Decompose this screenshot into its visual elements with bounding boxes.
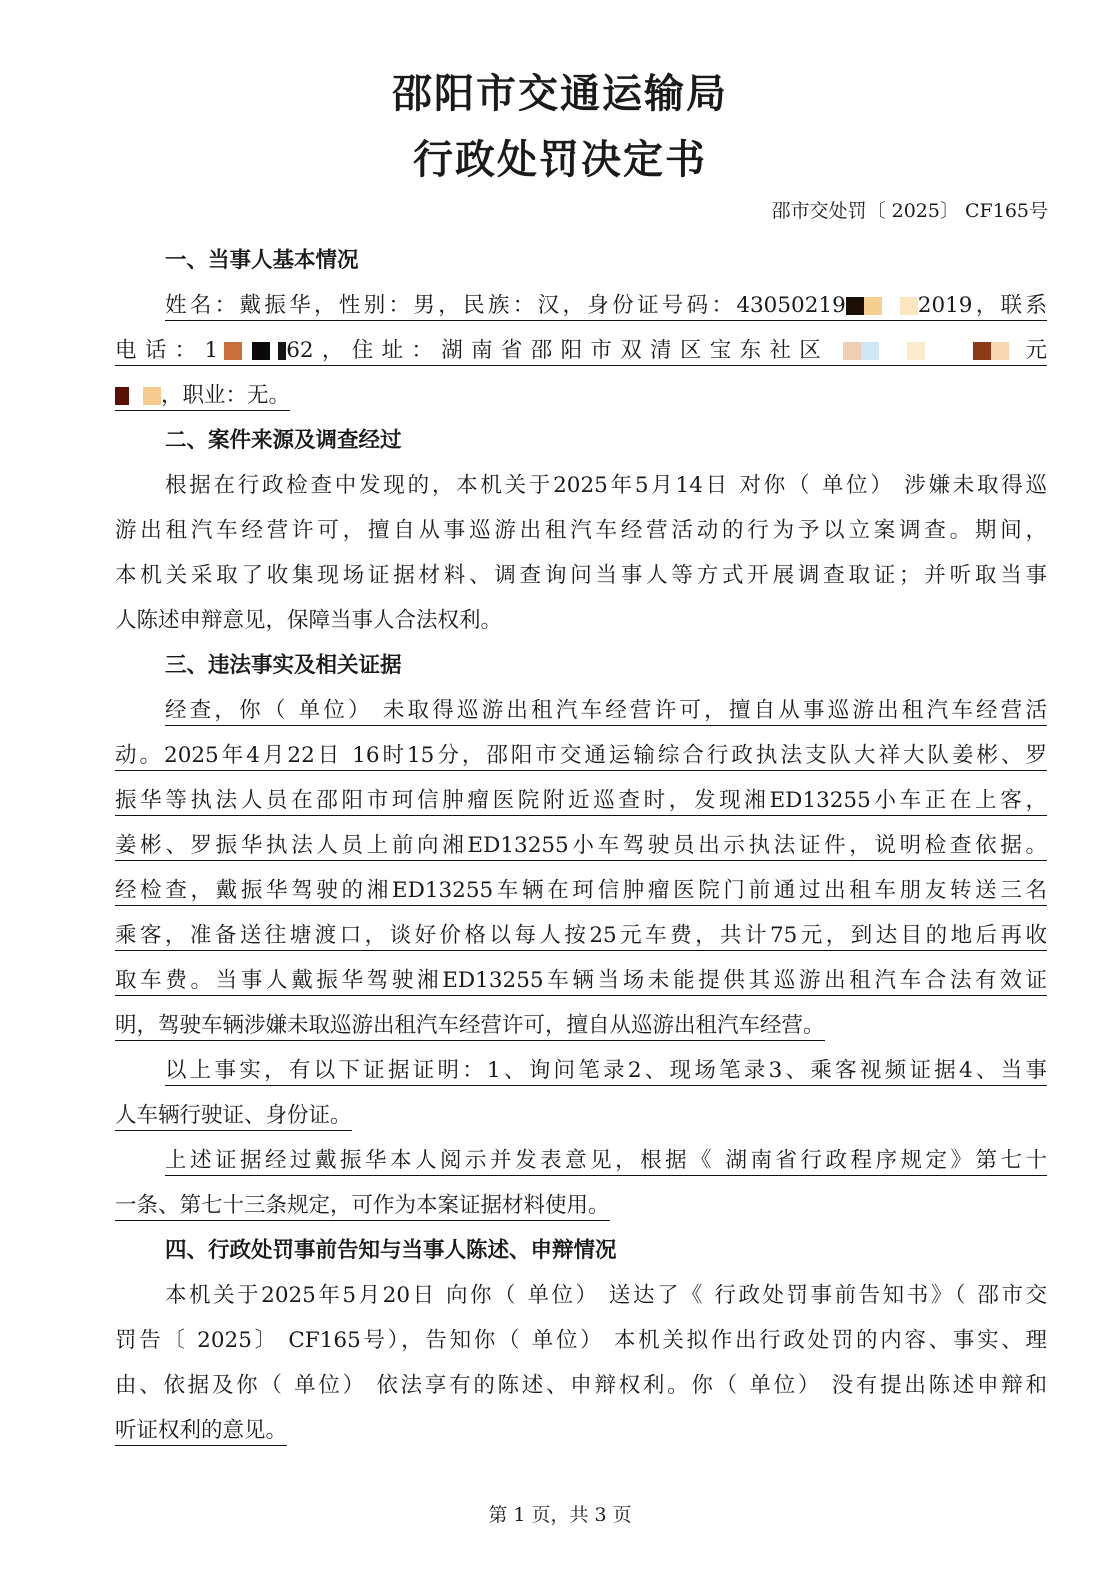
evidence-basis-line-2: 一条、第七十三条规定，可作为本案证据材料使用。: [115, 1183, 1047, 1228]
facts-line-8: 明，驾驶车辆涉嫌未取巡游出租汽车经营许可，擅自从巡游出租汽车经营。: [115, 1003, 1047, 1048]
facts-line-5: 经检查，戴振华驾驶的湘ED13255车辆在珂信肿瘤医院门前通过出租车朋友转送三名: [115, 868, 1047, 913]
facts-line-2: 动。2025年4月22日 16时15分，邵阳市交通运输综合行政执法支队大祥大队姜彬、罗: [115, 733, 1047, 778]
section-heading-party-info: 一、当事人基本情况: [165, 248, 359, 273]
redaction-mask: [846, 297, 864, 315]
redaction-mask: [829, 342, 843, 360]
section-heading-prior-notice: 四、行政处罚事前告知与当事人陈述、申辩情况: [165, 1238, 617, 1263]
notice-line-2: 罚告〔 2025〕 CF165号），告知你（ 单位） 本机关拟作出行政处罚的内容、事实、理: [115, 1328, 1047, 1353]
facts-line-6: 乘客，准备送往塘渡口，谈好价格以每人按25元车费，共计75元，到达目的地后再收: [115, 913, 1047, 958]
redaction-mask: [879, 342, 907, 360]
redaction-mask: [129, 387, 143, 405]
party-info-line-3: ，职业：无。: [115, 373, 1047, 418]
redaction-mask: [900, 297, 918, 315]
redaction-mask: [882, 297, 900, 315]
case-source-line-1: 根据在行政检查中发现的，本机关于2025年5月14日 对你（ 单位） 涉嫌未取得巡: [165, 473, 1047, 498]
facts-line-7: 取车费。当事人戴振华驾驶湘ED13255车辆当场未能提供其巡游出租汽车合法有效证: [115, 958, 1047, 1003]
document-body: [115, 238, 1047, 1453]
section-heading-case-source: 二、案件来源及调查经过: [165, 428, 402, 453]
redaction-mask: [925, 342, 973, 360]
redaction-mask: [1009, 342, 1017, 360]
redaction-mask: [861, 342, 879, 360]
redaction-mask: [907, 342, 925, 360]
redaction-mask: [843, 342, 861, 360]
notice-line-3: 由、依据及你（ 单位） 依法享有的陈述、申辩权利。你（ 单位） 没有提出陈述申辩和: [115, 1373, 1047, 1398]
facts-line-4: 姜彬、罗振华执法人员上前向湘ED13255小车驾驶员出示执法证件，说明检查依据。: [115, 823, 1047, 868]
facts-line-1: 经查，你（ 单位） 未取得巡游出租汽车经营许可，擅自从事巡游出租汽车经营活: [115, 688, 1047, 733]
evidence-basis-line-1: 上述证据经过戴振华本人阅示并发表意见，根据《 湖南省行政程序规定》第七十: [115, 1138, 1047, 1183]
document-number: 邵市交处罚〔 2025〕 CF165号: [771, 200, 1048, 222]
redaction-mask: [973, 342, 991, 360]
party-info-line-2: 电话：1 62，住址：湖南省邵阳市双清区宝东社区 元: [115, 328, 1047, 373]
redaction-mask: [252, 342, 270, 360]
notice-line-1: 本机关于2025年5月20日 向你（ 单位） 送达了《 行政处罚事前告知书》（ 邵市交: [165, 1283, 1047, 1308]
facts-line-3: 振华等执法人员在邵阳市珂信肿瘤医院附近巡查时，发现湘ED13255小车正在上客，: [115, 778, 1047, 823]
case-source-line-3: 本机关采取了收集现场证据材料、调查询问当事人等方式开展调查取证；并听取当事: [115, 563, 1047, 588]
page-indicator: 第 1 页，共 3 页: [488, 1504, 632, 1526]
party-info-line-1: 姓名：戴振华，性别：男，民族：汉，身份证号码：43050219 2019，联系: [115, 283, 1047, 328]
redaction-mask: [991, 342, 1009, 360]
redaction-mask: [143, 387, 161, 405]
notice-line-4: 听证权利的意见。: [115, 1408, 1047, 1453]
evidence-line-2: 人车辆行驶证、身份证。: [115, 1093, 1047, 1138]
redaction-mask: [864, 297, 882, 315]
case-source-line-2: 游出租汽车经营许可，擅自从事巡游出租汽车经营活动的行为予以立案调查。期间，: [115, 518, 1047, 543]
redaction-mask: [242, 342, 252, 360]
evidence-line-1: 以上事实，有以下证据证明：1、询问笔录2、现场笔录3、乘客视频证据4、当事: [115, 1048, 1047, 1093]
redaction-mask: [224, 342, 242, 360]
redaction-mask: [270, 342, 278, 360]
document-type-title: 行政处罚决定书: [413, 137, 707, 183]
agency-title: 邵阳市交通运输局: [392, 71, 728, 117]
redaction-mask: [278, 342, 286, 360]
case-source-line-4: 人陈述申辩意见，保障当事人合法权利。: [115, 608, 503, 633]
section-heading-facts-evidence: 三、违法事实及相关证据: [165, 653, 402, 678]
redaction-mask: [115, 387, 129, 405]
